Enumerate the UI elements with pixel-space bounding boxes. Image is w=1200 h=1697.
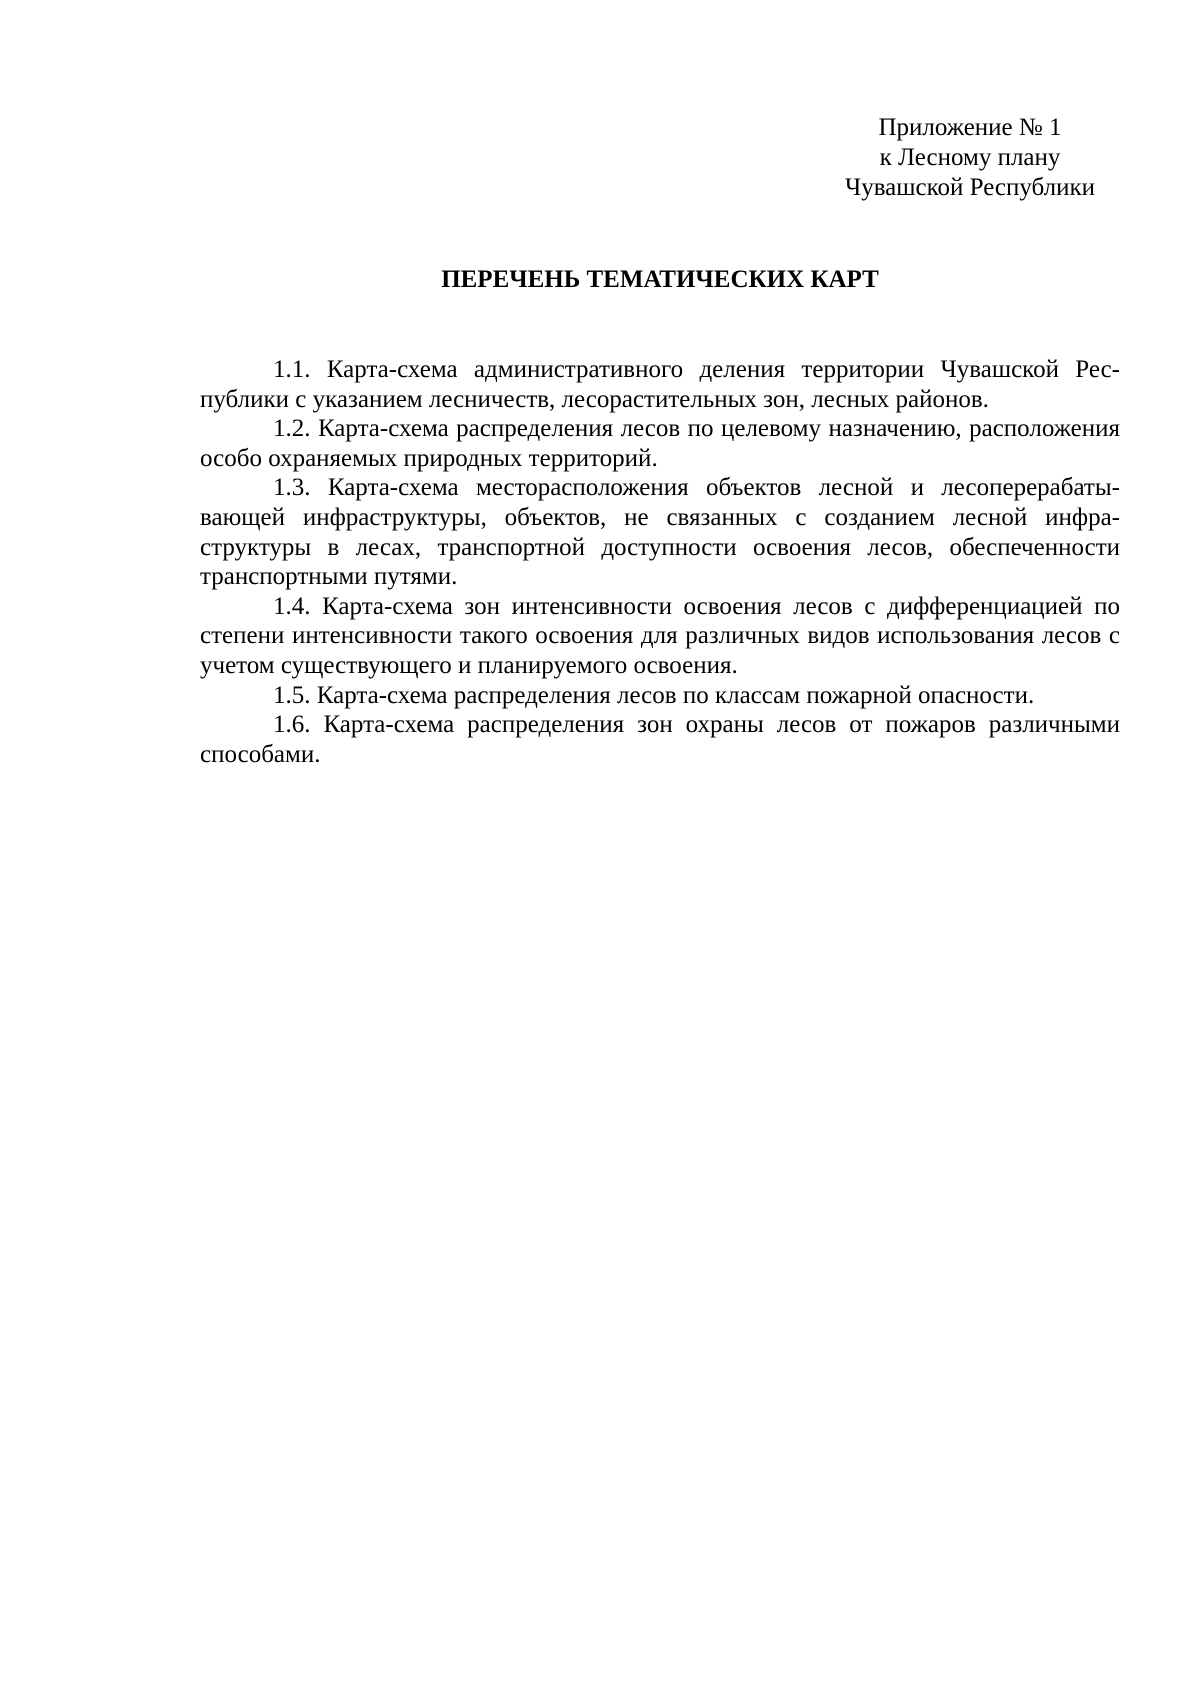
- list-item: 1.6. Карта-схема распределения зон охраны лесов от пожаров различными способами.: [200, 711, 1120, 768]
- appendix-line-1: Приложение № 1: [878, 114, 1062, 141]
- list-item: 1.1. Карта-схема административного деления территории Чувашской Республики с указанием лесничеств, лесорастительных зон, лесных районов.: [200, 356, 1120, 413]
- list-item: 1.5. Карта-схема распределения лесов по классам пожарной опасности.: [273, 681, 1035, 709]
- document-title: ПЕРЕЧЕНЬ ТЕМАТИЧЕСКИХ КАРТ: [441, 266, 879, 293]
- list-item: 1.2. Карта-схема распределения лесов по целевому назначению, расположения особо охраняемых природных территорий.: [200, 415, 1120, 472]
- list-item: 1.4. Карта-схема зон интенсивности освоения лесов с дифференциацией по степени интенсивности такого освоения для различных видов использования лесов с учетом существующего и планируемого освоения.: [200, 592, 1120, 679]
- list-item: 1.3. Карта-схема месторасположения объектов лесной и лесоперерабатывающей инфраструктуры, объектов, не связанных с созданием лесной инфраструктуры в лесах, транспортной доступности освоения лесов, обеспеченности транспортными путями.: [200, 474, 1120, 591]
- appendix-reference: [820, 113, 1120, 203]
- thematic-maps-list: [200, 355, 1120, 769]
- appendix-line-3: Чувашской Республики: [844, 174, 1096, 201]
- appendix-line-2: к Лесному плану: [879, 144, 1061, 171]
